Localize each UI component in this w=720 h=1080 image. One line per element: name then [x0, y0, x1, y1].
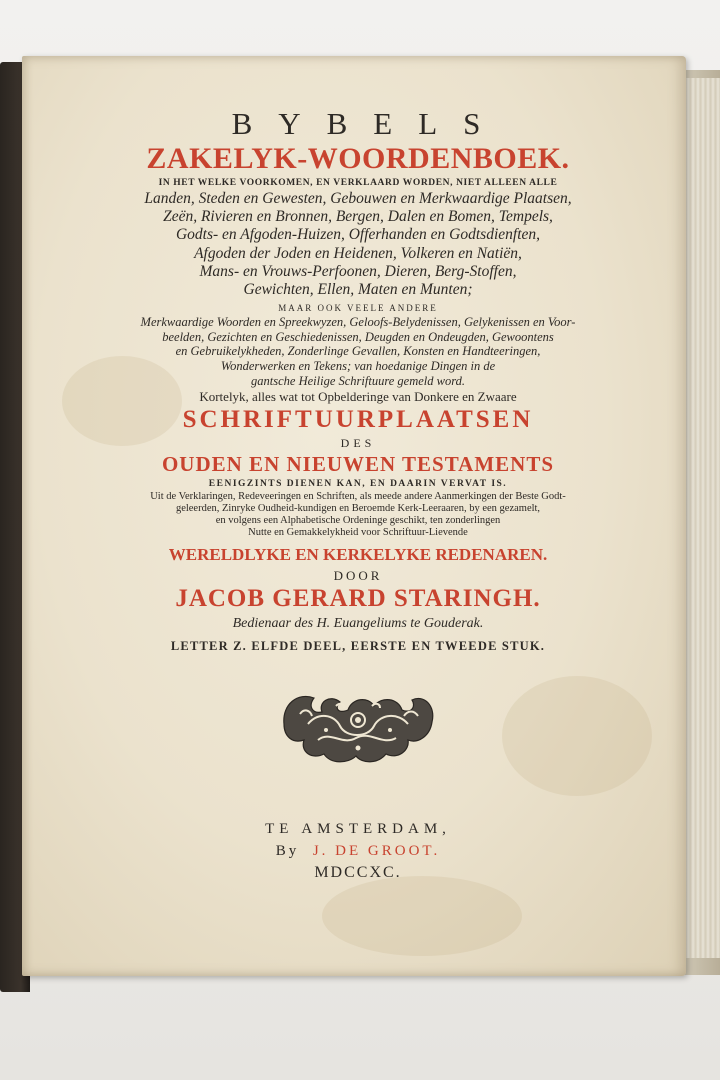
redenaren-heading: WERELDLYKE EN KERKELYKE REDENAREN.: [168, 545, 548, 565]
list-line: Zeën, Rivieren en Bronnen, Bergen, Dalen en Bomen, Tempels,: [163, 208, 553, 226]
list-line: Godts- en Afgoden-Huizen, Offerhanden en Godtsdienften,: [175, 226, 541, 244]
subtitle-caps: IN HET WELKE VOORKOMEN, EN VERKLAARD WORDEN, NIET ALLEEN ALLE: [158, 178, 558, 188]
author-office: Bedienaar des H. Euangeliums te Gouderak.: [232, 616, 484, 632]
detail-line: Wonderwerken en Tekens; van hoedanige Dingen in de: [220, 359, 496, 373]
main-title: ZAKELYK-WOORDENBOEK.: [146, 142, 570, 175]
list-line: Gewichten, Ellen, Maten en Munten;: [243, 281, 473, 299]
paper-stain: [322, 876, 522, 956]
floral-ornament-icon: [278, 684, 438, 766]
book-page-edges: [682, 78, 720, 958]
des-line: DES: [340, 436, 376, 451]
detail-line: gantsche Heilige Schriftuure gemeld word.: [251, 373, 465, 388]
detail-line: en Gebruikelykheden, Zonderlinge Gevallen, Konsten en Handteeringen,: [175, 344, 541, 359]
uit-line: en volgens een Alphabetische Ordeninge geschikt, ten zonderlingen: [215, 515, 501, 527]
testaments-heading: OUDEN EN NIEUWEN TESTAMENTS: [161, 452, 555, 477]
imprint-publisher: J. DE GROOT.: [312, 843, 441, 860]
list-line: Mans- en Vrouws-Perfoonen, Dieren, Berg-Stoffen,: [199, 262, 517, 280]
eenigzints-line: EENIGZINTS DIENEN KAN, EN DAARIN VERVAT IS.: [208, 479, 508, 490]
list-line: Landen, Steden en Gewesten, Gebouwen en Merkwaardige Plaatsen,: [144, 190, 572, 207]
title-bybels: BYBELS: [231, 106, 507, 141]
imprint-publisher-line: [48, 840, 668, 862]
imprint-year: MDCCXC.: [314, 864, 402, 882]
door-line: DOOR: [333, 568, 383, 584]
list-line: Afgoden der Joden en Heidenen, Volkeren en Natiën,: [194, 244, 522, 262]
title-page: [22, 56, 686, 976]
volume-line: LETTER Z. ELFDE DEEL, EERSTE EN TWEEDE STUK.: [170, 639, 546, 654]
detail-line: Merkwaardige Woorden en Spreekwyzen, Geloofs-Belydenissen, Gelykenissen en Voor-: [140, 315, 576, 330]
kortelyk-line: Kortelyk, alles wat tot Opbelderinge van Donkere en Zwaare: [199, 389, 517, 405]
uit-line: Nutte en Gemakkelykheid voor Schriftuur-Lievende: [248, 527, 468, 539]
title-page-text: [48, 106, 668, 884]
schriftuurplaatsen-heading: SCHRIFTUURPLAATSEN: [182, 406, 534, 434]
imprint-by: By: [275, 843, 300, 860]
detail-line: beelden, Gezichten en Geschiedenissen, Deugden en Ondeugden, Gewoontens: [162, 329, 554, 344]
imprint-city: TE AMSTERDAM,: [265, 821, 451, 838]
maar-ook-line: MAAR OOK VEELE ANDERE: [278, 303, 438, 314]
author-name: JACOB GERARD STARINGH.: [175, 585, 541, 613]
uit-line: geleerden, Zinryke Oudheid-kundigen en Beroemde Kerk-Leeraaren, by een gezamelt,: [175, 503, 541, 515]
uit-line: Uit de Verklaringen, Redeveeringen en Schriften, als meede andere Aanmerkingen der Beste Godt-: [150, 491, 566, 503]
